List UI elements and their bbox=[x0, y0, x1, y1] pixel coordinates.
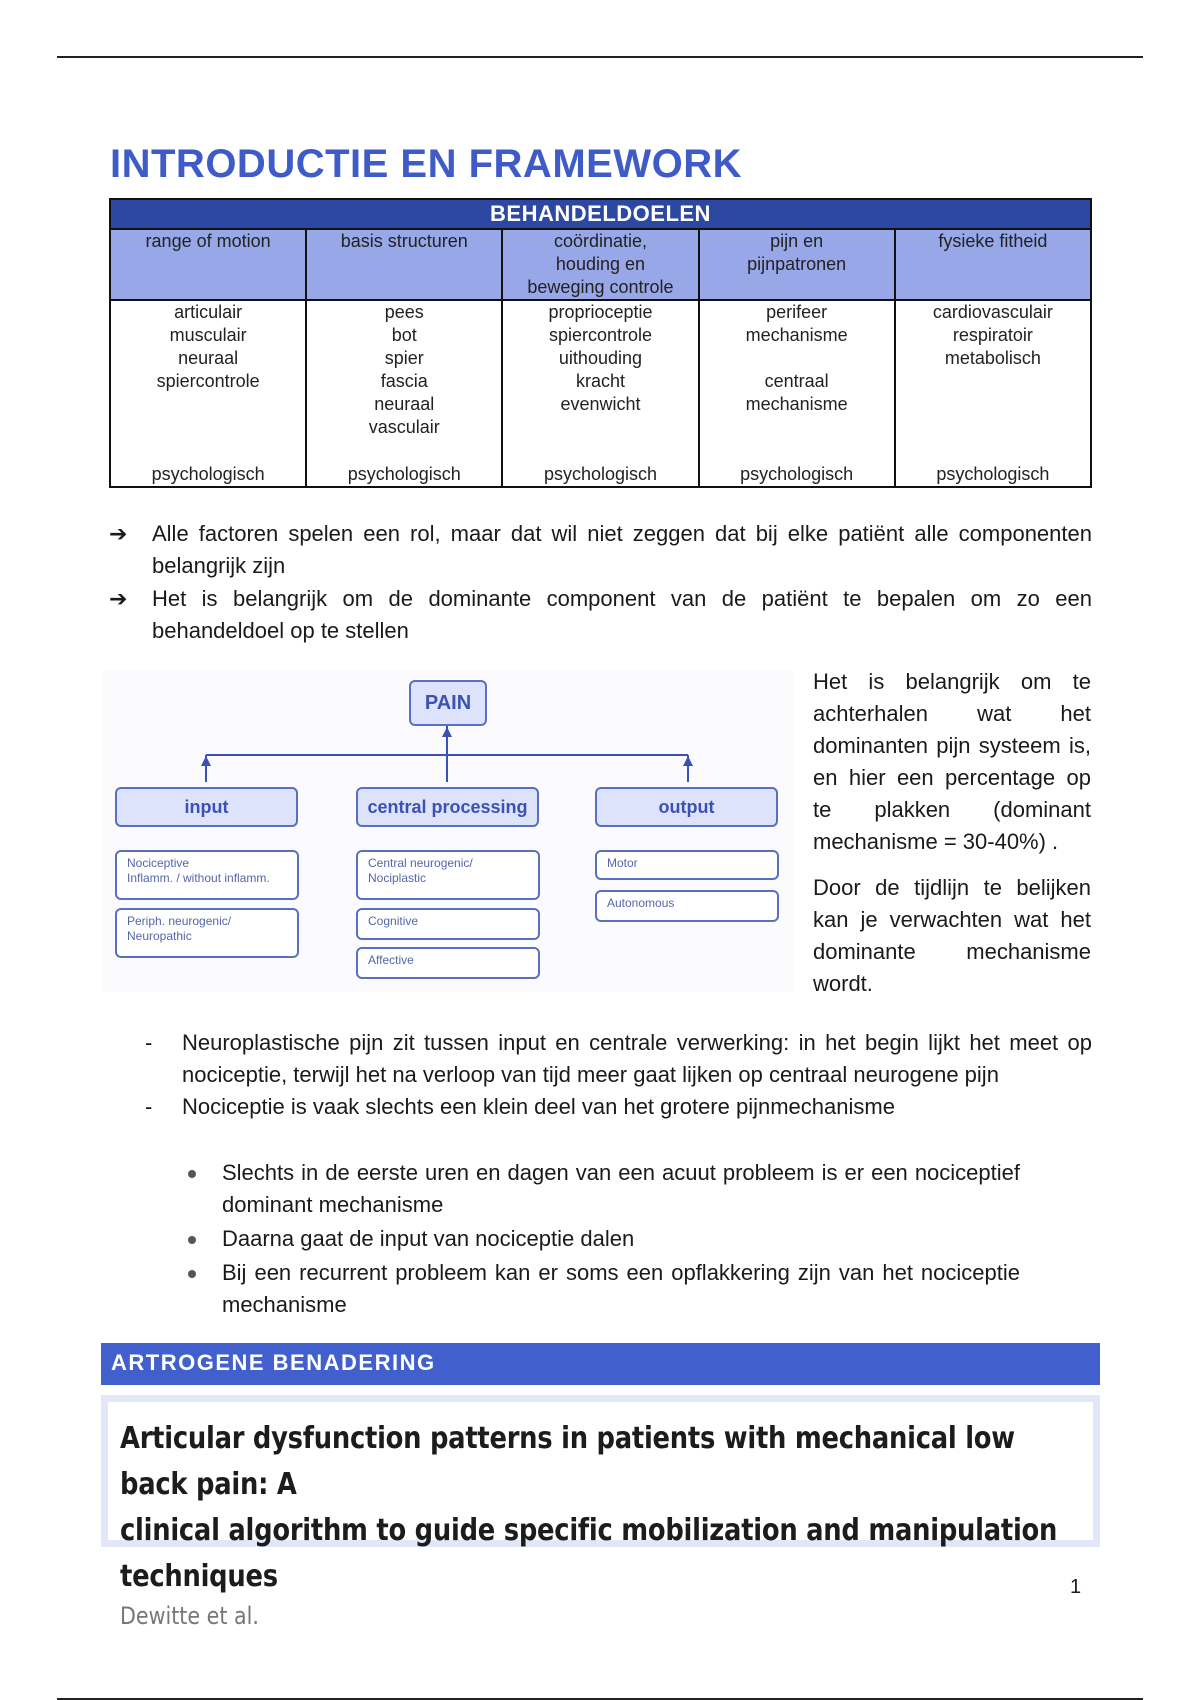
central-processing-node: central processing bbox=[356, 787, 539, 827]
section-banner: ARTROGENE BENADERING bbox=[101, 1343, 1100, 1385]
dash-marker: - bbox=[145, 1094, 153, 1119]
side-paragraph: Het is belangrijk om te achterhalen wat het dominanten pijn systeem is, en hier een percentage op te plakken (dominant mechanisme = 30-40%) . bbox=[813, 669, 1091, 854]
header-cell: basis structuren bbox=[306, 229, 502, 300]
affective-node: Affective bbox=[356, 947, 540, 979]
list-item: ➔ Het is belangrijk om de dominante component van de patiënt te bepalen om zo een behandeldoel op te stellen bbox=[109, 583, 1092, 647]
table-header-row bbox=[110, 229, 1091, 300]
bullet-dot-icon bbox=[188, 1270, 196, 1278]
psychologisch-label: psychologisch bbox=[740, 464, 854, 484]
motor-node: Motor bbox=[595, 850, 779, 880]
header-cell: pijn en pijnpatronen bbox=[699, 229, 895, 300]
dash-marker: - bbox=[145, 1030, 153, 1055]
list-item: - Neuroplastische pijn zit tussen input en centrale verwerking: in het begin lijkt het meet op nociceptie, terwijl het na verloop van tijd meer gaat lijken op centraal neurogene pijn bbox=[140, 1027, 1092, 1091]
bullet-dot-icon bbox=[188, 1170, 196, 1178]
treatment-goals-table bbox=[109, 198, 1092, 488]
dash-list bbox=[140, 1027, 1092, 1123]
paper-reference-box bbox=[101, 1395, 1100, 1630]
body-cell: articulair musculair neuraal spiercontrole psychologisch bbox=[110, 300, 306, 487]
side-paragraph: Door de tijdlijn te belijken kan je verwachten wat het dominante mechanisme wordt. bbox=[813, 875, 1091, 996]
arrow-right-icon: ➔ bbox=[109, 586, 128, 611]
body-cell: proprioceptie spiercontrole uithouding kracht evenwicht psychologisch bbox=[502, 300, 698, 487]
bullet-dot-icon bbox=[188, 1236, 196, 1244]
side-paragraphs bbox=[813, 666, 1091, 1014]
autonomous-node: Autonomous bbox=[595, 890, 779, 922]
output-node: output bbox=[595, 787, 778, 827]
body-cell: pees bot spier fascia neuraal vasculair psychologisch bbox=[306, 300, 502, 487]
header-cell: range of motion bbox=[110, 229, 306, 300]
pain-mechanism-diagram bbox=[103, 670, 793, 992]
list-item: Bij een recurrent probleem kan er soms een opflakkering zijn van het nociceptie mechanisme bbox=[150, 1257, 1020, 1321]
header-cell: fysieke fitheid bbox=[895, 229, 1091, 300]
list-item: Slechts in de eerste uren en dagen van een acuut probleem is er een nociceptief dominant mechanisme bbox=[150, 1157, 1020, 1221]
table-body-row bbox=[110, 300, 1091, 487]
input-node: input bbox=[115, 787, 298, 827]
nociceptive-node: Nociceptive Inflamm. / without inflamm. bbox=[115, 850, 299, 900]
paper-author: Dewitte et al. bbox=[120, 1602, 259, 1630]
paper-title: Articular dysfunction patterns in patients with mechanical low back pain: A clinical algorithm to guide specific mobilization and manipulation techniques bbox=[120, 1421, 1058, 1594]
header-cell: coördinatie, houding en beweging controle bbox=[502, 229, 698, 300]
list-item: Daarna gaat de input van nociceptie dalen bbox=[150, 1223, 1020, 1255]
sub-bullet-list bbox=[182, 1155, 1092, 1321]
cognitive-node: Cognitive bbox=[356, 908, 540, 940]
list-item: ➔ Alle factoren spelen een rol, maar dat wil niet zeggen dat bij elke patiënt alle componenten belangrijk zijn bbox=[109, 518, 1092, 582]
psychologisch-label: psychologisch bbox=[543, 464, 657, 484]
section-title: INTRODUCTIE EN FRAMEWORK bbox=[110, 142, 742, 186]
table-caption: BEHANDELDOELEN bbox=[110, 199, 1091, 229]
psychologisch-label: psychologisch bbox=[936, 464, 1050, 484]
pain-node: PAIN bbox=[409, 680, 487, 726]
body-cell: cardiovasculair respiratoir metabolisch psychologisch bbox=[895, 300, 1091, 487]
central-neurogenic-node: Central neurogenic/ Nociplastic bbox=[356, 850, 540, 900]
page-number: 1 bbox=[1070, 1576, 1082, 1598]
body-cell: perifeer mechanisme centraal mechanisme psychologisch bbox=[699, 300, 895, 487]
list-item: - Nociceptie is vaak slechts een klein deel van het grotere pijnmechanisme bbox=[140, 1091, 1092, 1123]
peripheral-neurogenic-node: Periph. neurogenic/ Neuropathic bbox=[115, 908, 299, 958]
psychologisch-label: psychologisch bbox=[347, 464, 461, 484]
psychologisch-label: psychologisch bbox=[151, 464, 265, 484]
top-rule bbox=[57, 56, 1143, 58]
arrow-right-icon: ➔ bbox=[109, 521, 128, 546]
arrow-bullet-list bbox=[109, 518, 1092, 648]
